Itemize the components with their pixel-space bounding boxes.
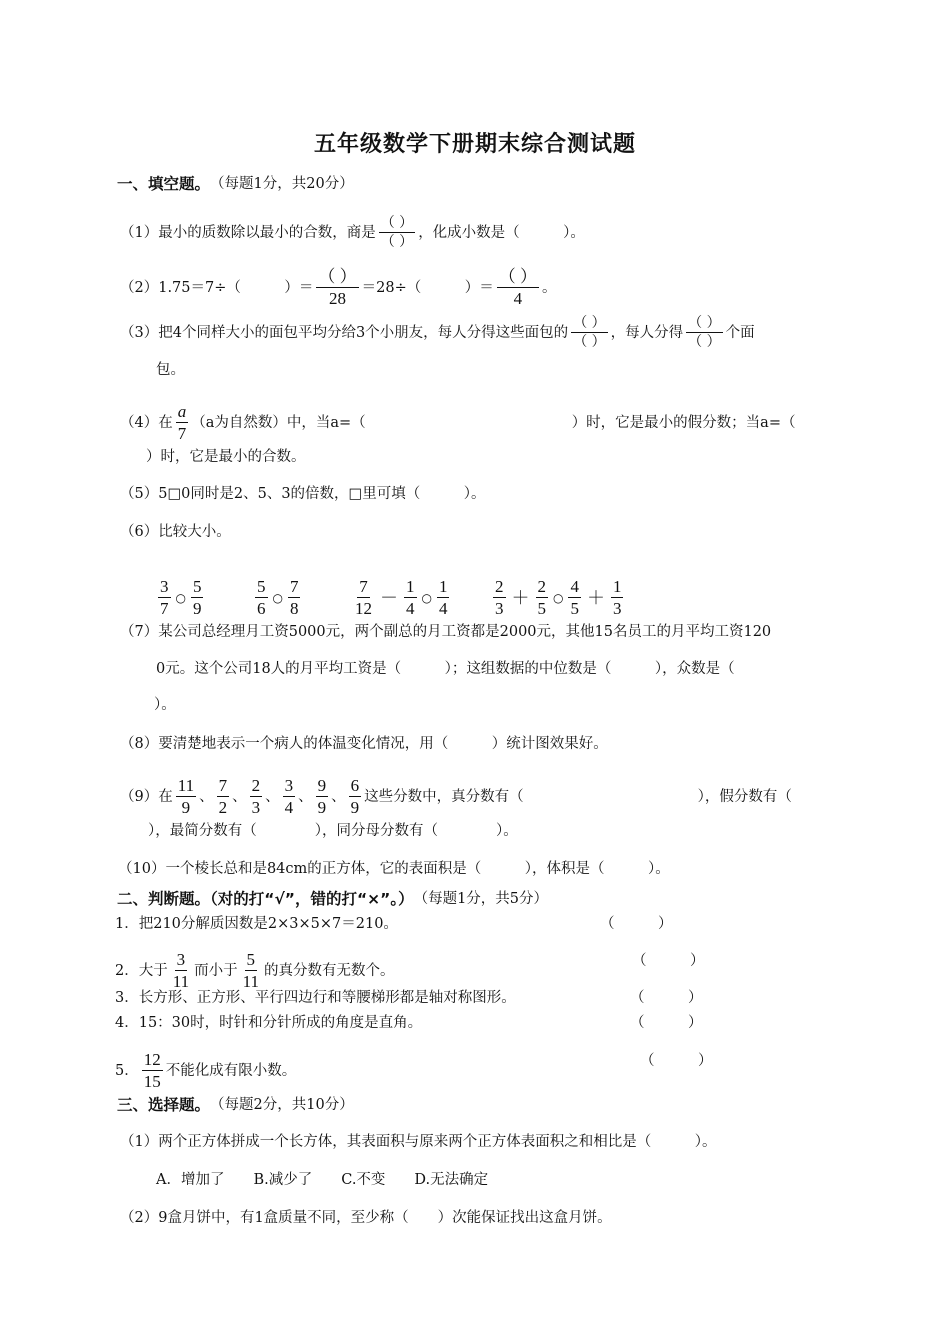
q1-3-text-b: ，每人分得 bbox=[610, 324, 684, 341]
q2-5-text-b: 不能化成有限小数。 bbox=[165, 1062, 297, 1079]
q1-4-text-c: ）时，它是最小的假分数；当a=（ bbox=[571, 414, 796, 431]
fraction bbox=[176, 777, 196, 816]
fraction bbox=[158, 578, 171, 617]
q1-3-text-c: 个面 bbox=[725, 324, 755, 341]
separator: 、 bbox=[232, 788, 247, 805]
q3-1-options: A．增加了 B.减少了 C.不变 D.无法确定 bbox=[156, 1172, 489, 1188]
denominator: 12 bbox=[355, 599, 372, 618]
numerator: 5 bbox=[246, 950, 256, 969]
q1-2-text-b: ＝28÷（ ）＝ bbox=[361, 279, 494, 296]
q1-9-text-b: 这些分数中，真分数有（ bbox=[364, 788, 524, 805]
q1-4-text-b: （a为自然数）中，当a=（ bbox=[191, 414, 366, 431]
q2-5-answer: （ ） bbox=[640, 1053, 713, 1069]
denominator: 3 bbox=[251, 798, 261, 817]
q1-1 bbox=[120, 216, 585, 249]
numerator: 2 bbox=[251, 776, 261, 795]
denominator-blank: （ ） bbox=[380, 234, 414, 250]
q2-4: 4．15：30时，时针和分针所成的角度是直角。 bbox=[115, 1015, 423, 1031]
q1-2-fraction-2 bbox=[497, 268, 539, 307]
fraction bbox=[404, 578, 417, 617]
denominator: 7 bbox=[177, 424, 187, 443]
section-2-title: 二、判断题。（对的打“√”，错的打“×”。） bbox=[117, 890, 414, 908]
q1-1-answer-fraction bbox=[379, 216, 415, 249]
q2-5-text-a: 5． bbox=[115, 1062, 139, 1079]
denominator: 4 bbox=[513, 289, 523, 308]
fraction bbox=[241, 951, 261, 990]
numerator: 12 bbox=[143, 1050, 161, 1069]
separator: 、 bbox=[298, 788, 313, 805]
q1-4 bbox=[120, 403, 795, 442]
q1-9-text-c: ），假分数有（ bbox=[697, 788, 792, 805]
denominator: 8 bbox=[289, 599, 299, 618]
q2-3-answer: （ ） bbox=[630, 990, 703, 1006]
numerator: 1 bbox=[406, 577, 415, 596]
fraction bbox=[437, 578, 450, 617]
compare-circle: ○ bbox=[553, 590, 564, 605]
numerator: 2 bbox=[495, 577, 504, 596]
fraction bbox=[536, 578, 549, 617]
q3-2: （2）9盒月饼中，有1盒质量不同，至少称（ ）次能保证找出这盒月饼。 bbox=[120, 1210, 612, 1226]
q1-9-text-a: （9）在 bbox=[120, 788, 173, 805]
section-3-title: 三、选择题。 bbox=[117, 1096, 211, 1114]
fraction bbox=[493, 578, 506, 617]
fraction bbox=[171, 951, 191, 990]
denominator: 9 bbox=[350, 798, 360, 817]
fraction bbox=[283, 777, 296, 816]
q1-6-compare-2 bbox=[252, 578, 303, 617]
denominator: 3 bbox=[612, 599, 622, 618]
fraction bbox=[217, 777, 230, 816]
numerator: 2 bbox=[537, 577, 546, 596]
fraction bbox=[142, 1051, 163, 1090]
q2-2 bbox=[115, 951, 394, 990]
numerator-blank: （ ） bbox=[318, 267, 357, 286]
numerator: a bbox=[177, 402, 187, 421]
denominator: 9 bbox=[192, 599, 202, 618]
fraction bbox=[191, 578, 204, 617]
q1-10: （10）一个棱长总和是84cm的正方体，它的表面积是（ ），体积是（ ）。 bbox=[118, 861, 670, 877]
numerator: 11 bbox=[177, 776, 195, 795]
page-title: 五年级数学下册期末综合测试题 bbox=[313, 132, 636, 157]
q2-5 bbox=[115, 1051, 296, 1090]
q1-1-text-a: （1）最小的质数除以最小的合数，商是 bbox=[120, 224, 376, 241]
numerator: 5 bbox=[257, 577, 266, 596]
q1-2-fraction-1 bbox=[316, 268, 358, 307]
section-1-note: （每题1分，共20分） bbox=[210, 176, 354, 192]
q2-3: 3．长方形、正方形、平行四边行和等腰梯形都是轴对称图形。 bbox=[115, 990, 516, 1006]
numerator: 7 bbox=[359, 577, 368, 596]
q2-2-text-b: 而小于 bbox=[194, 962, 238, 979]
q1-6-compare-4 bbox=[490, 578, 626, 617]
numerator: 9 bbox=[317, 776, 327, 795]
numerator: 6 bbox=[350, 776, 360, 795]
numerator-blank: （ ） bbox=[498, 267, 537, 286]
q1-2 bbox=[120, 268, 557, 307]
q1-3 bbox=[120, 316, 755, 349]
q2-1-answer: （ ） bbox=[600, 916, 673, 932]
denominator: 6 bbox=[257, 599, 266, 618]
q2-2-text-a: 2．大于 bbox=[115, 962, 168, 979]
q1-6-compare-3 bbox=[350, 578, 452, 617]
q1-5: （5）5□0同时是2、5、3的倍数，□里可填（ ）。 bbox=[120, 486, 486, 502]
q1-9 bbox=[120, 777, 792, 816]
denominator: 11 bbox=[172, 972, 190, 991]
numerator: 3 bbox=[160, 577, 169, 596]
denominator: 4 bbox=[438, 599, 448, 618]
q1-2-text-a: （2）1.75＝7÷（ ）＝ bbox=[120, 279, 314, 296]
numerator: 7 bbox=[289, 577, 299, 596]
numerator: 4 bbox=[570, 577, 579, 596]
denominator-blank: （ ） bbox=[688, 334, 721, 350]
section-3-note: （每题2分，共10分） bbox=[210, 1097, 354, 1113]
denominator: 9 bbox=[181, 798, 191, 817]
fraction bbox=[611, 578, 624, 617]
fraction bbox=[316, 777, 329, 816]
q1-3-cont: 包。 bbox=[156, 362, 185, 378]
q1-9-cont: ），最简分数有（ ），同分母分数有（ ）。 bbox=[148, 823, 518, 839]
numerator-blank: （ ） bbox=[573, 315, 606, 331]
fraction bbox=[250, 777, 263, 816]
q2-2-text-c: 的真分数有无数个。 bbox=[263, 962, 395, 979]
q2-4-answer: （ ） bbox=[630, 1015, 703, 1031]
numerator: 3 bbox=[284, 776, 294, 795]
fraction bbox=[288, 578, 301, 617]
q1-2-text-c: 。 bbox=[542, 279, 557, 296]
plus-sign: ＋ bbox=[586, 587, 605, 608]
q1-3-answer-fraction-1 bbox=[571, 316, 607, 349]
denominator: 2 bbox=[218, 798, 228, 817]
fraction bbox=[255, 578, 268, 617]
numerator: 5 bbox=[192, 577, 202, 596]
q1-4-fraction bbox=[176, 403, 189, 442]
denominator: 28 bbox=[329, 289, 347, 308]
numerator: 3 bbox=[176, 950, 186, 969]
compare-circle: ○ bbox=[421, 590, 432, 605]
q1-8: （8）要清楚地表示一个病人的体温变化情况，用（ ）统计图效果好。 bbox=[120, 736, 608, 752]
section-2-header bbox=[117, 889, 548, 909]
denominator: 5 bbox=[537, 599, 546, 618]
numerator-blank: （ ） bbox=[380, 215, 414, 231]
q1-7-cont: 0元。这个公司18人的月平均工资是（ ）；这组数据的中位数是（ ），众数是（ bbox=[156, 661, 735, 677]
q1-7-cont-2: ）。 bbox=[154, 697, 176, 713]
plus-sign: ＋ bbox=[511, 587, 530, 608]
q3-1: （1）两个正方体拼成一个长方体，其表面积与原来两个正方体表面积之和相比是（ ）。 bbox=[120, 1134, 717, 1150]
section-1-title: 一、填空题。 bbox=[117, 175, 211, 193]
compare-circle: ○ bbox=[175, 590, 186, 605]
q1-7: （7）某公司总经理月工资5000元，两个副总的月工资都是2000元，其他15名员工的月平均工资120 bbox=[120, 624, 772, 640]
q2-2-answer: （ ） bbox=[632, 953, 705, 969]
numerator: 1 bbox=[612, 577, 622, 596]
separator: 、 bbox=[265, 788, 280, 805]
numerator: 1 bbox=[438, 577, 448, 596]
q1-4-text-a: （4）在 bbox=[120, 414, 173, 431]
fraction bbox=[568, 578, 581, 617]
fraction bbox=[353, 578, 374, 617]
q1-3-text-a: （3）把4个同样大小的面包平均分给3个小朋友，每人分得这些面包的 bbox=[120, 324, 569, 341]
denominator: 15 bbox=[143, 1072, 161, 1091]
q2-1: 1．把210分解质因数是2×3×5×7＝210。 bbox=[115, 916, 398, 932]
denominator: 3 bbox=[495, 599, 504, 618]
q1-6: （6）比较大小。 bbox=[120, 524, 231, 540]
compare-circle: ○ bbox=[272, 590, 283, 605]
separator: 、 bbox=[331, 788, 346, 805]
numerator-blank: （ ） bbox=[688, 315, 721, 331]
denominator: 11 bbox=[242, 972, 259, 991]
denominator: 9 bbox=[317, 798, 327, 817]
q1-6-compare-1 bbox=[155, 578, 206, 617]
denominator: 5 bbox=[570, 599, 579, 618]
section-1-header bbox=[117, 174, 354, 194]
denominator: 4 bbox=[406, 599, 415, 618]
q1-1-text-b: ，化成小数是（ ）。 bbox=[418, 224, 585, 241]
q1-4-cont: ）时，它是最小的合数。 bbox=[146, 449, 306, 465]
denominator: 7 bbox=[160, 599, 169, 618]
denominator: 4 bbox=[284, 798, 294, 817]
denominator-blank: （ ） bbox=[573, 334, 606, 350]
minus-sign: － bbox=[380, 587, 398, 608]
section-3-header bbox=[117, 1095, 354, 1115]
fraction bbox=[349, 777, 362, 816]
numerator: 7 bbox=[218, 776, 228, 795]
separator: 、 bbox=[199, 788, 214, 805]
q1-3-answer-fraction-2 bbox=[686, 316, 722, 349]
section-2-note: （每题1分，共5分） bbox=[413, 891, 549, 907]
